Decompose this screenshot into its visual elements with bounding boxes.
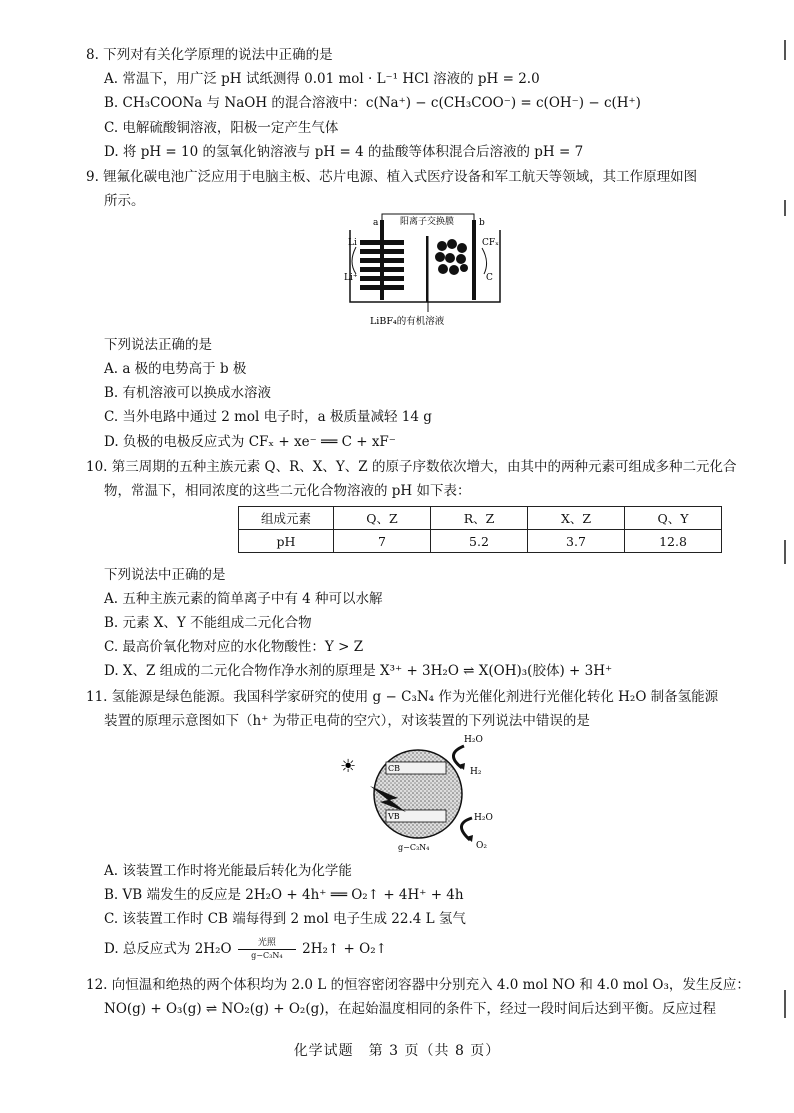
h2-label: H₂ <box>470 767 482 777</box>
q11-d-prefix: D. 总反应式为 2H₂O <box>104 941 232 957</box>
table-cell: Q、Z <box>334 507 431 530</box>
table-cell: 5.2 <box>431 530 528 553</box>
scan-edge-mark <box>784 40 786 60</box>
q8-option-a: A. 常温下，用广泛 pH 试纸测得 0.01 mol · L⁻¹ HCl 溶液的 pH = 2.0 <box>104 71 540 87</box>
h2o-top-label: H₂O <box>464 735 483 745</box>
q11-option-a: A. 该装置工作时将光能最后转化为化学能 <box>104 863 352 879</box>
scan-edge-mark <box>784 200 786 216</box>
h2o-bottom-label: H₂O <box>474 813 493 823</box>
scan-edge-mark <box>784 990 786 1018</box>
table-cell: 12.8 <box>625 530 722 553</box>
vb-label: VB <box>388 812 400 821</box>
ph-table <box>238 506 722 553</box>
table-cell: 7 <box>334 530 431 553</box>
battery-diagram <box>340 212 520 330</box>
q9-stem-line1: 9. 锂氟化碳电池广泛应用于电脑主板、芯片电源、植入式医疗设备和军工航天等领域，其工作原理如图 <box>86 169 698 185</box>
q11-option-b: B. VB 端发生的反应是 2H₂O + 4h⁺ ══ O₂↑ + 4H⁺ + 4h <box>104 887 464 903</box>
q8-option-b: B. CH₃COONa 与 NaOH 的混合溶液中：c(Na⁺) − c(CH₃COO⁻) = c(OH⁻) − c(H⁺) <box>104 95 641 111</box>
c-label: C <box>486 273 493 283</box>
sun-icon: ☀ <box>340 756 357 777</box>
q10-question: 下列说法中正确的是 <box>104 567 226 583</box>
q12-line2: NO(g) + O₃(g) ⇌ NO₂(g) + O₂(g)，在起始温度相同的条件下，经过一段时间后达到平衡。反应过程 <box>104 1001 717 1017</box>
table-cell: R、Z <box>431 507 528 530</box>
q9-option-c: C. 当外电路中通过 2 mol 电子时，a 极质量减轻 14 g <box>104 409 432 425</box>
scan-edge-mark <box>784 540 786 564</box>
q10-stem-line2: 物，常温下，相同浓度的这些二元化合物溶液的 pH 如下表： <box>104 483 471 499</box>
q10-option-a: A. 五种主族元素的简单离子中有 4 种可以水解 <box>104 591 383 607</box>
catalyst-label: g−C₃N₄ <box>398 843 430 852</box>
table-row <box>239 530 722 553</box>
q9-option-b: B. 有机溶液可以换成水溶液 <box>104 385 272 401</box>
q8-option-c: C. 电解硫酸铜溶液，阳极一定产生气体 <box>104 120 339 136</box>
q8-stem: 8. 下列对有关化学原理的说法中正确的是 <box>86 47 333 63</box>
q12-line1: 12. 向恒温和绝热的两个体积均为 2.0 L 的恒容密闭容器中分别充入 4.0 mol NO 和 4.0 mol O₃，发生反应： <box>86 977 750 993</box>
q11-d-suffix: 2H₂↑ + O₂↑ <box>302 941 387 957</box>
q11-option-d <box>104 938 387 961</box>
table-cell: Q、Y <box>625 507 722 530</box>
membrane-label: 阳离子交换膜 <box>400 217 455 227</box>
page-footer: 化学试题 第 3 页（共 8 页） <box>293 1043 501 1059</box>
cfx-label: CFₓ <box>482 238 499 248</box>
electrolyte-label: LiBF₄的有机溶液 <box>370 316 445 327</box>
q10-stem-line1: 10. 第三周期的五种主族元素 Q、R、X、Y、Z 的原子序数依次增大，由其中的两种元素可组成多种二元化合 <box>86 459 737 475</box>
li-ion-label: Li⁺ <box>344 273 358 283</box>
reaction-condition <box>238 938 296 961</box>
q11-option-c: C. 该装置工作时 CB 端每得到 2 mol 电子生成 22.4 L 氢气 <box>104 911 466 927</box>
electrode-b-label: b <box>479 218 485 228</box>
q10-option-d: D. X、Z 组成的二元化合物作净水剂的原理是 X³⁺ + 3H₂O ⇌ X(OH)₃(胶体) + 3H⁺ <box>104 663 613 679</box>
cb-label: CB <box>388 764 400 773</box>
q10-option-b: B. 元素 X、Y 不能组成二元化合物 <box>104 615 312 631</box>
q8-option-d: D. 将 pH = 10 的氢氧化钠溶液与 pH = 4 的盐酸等体积混合后溶液的 pH = 7 <box>104 144 584 160</box>
q11-stem-line1: 11. 氢能源是绿色能源。我国科学家研究的使用 g − C₃N₄ 作为光催化剂进行光催化转化 H₂O 制备氢能源 <box>86 689 719 705</box>
table-cell: X、Z <box>528 507 625 530</box>
table-cell: 3.7 <box>528 530 625 553</box>
condition-top: 光照 <box>257 938 276 948</box>
li-label: Li <box>348 238 357 248</box>
electrode-a-label: a <box>373 218 379 228</box>
q9-stem-line2: 所示。 <box>104 193 145 209</box>
q10-option-c: C. 最高价氧化物对应的水化物酸性：Y > Z <box>104 639 364 655</box>
table-cell: pH <box>239 530 334 553</box>
q9-option-a: A. a 极的电势高于 b 极 <box>104 361 247 377</box>
q11-stem-line2: 装置的原理示意图如下（h⁺ 为带正电荷的空穴），对该装置的下列说法中错误的是 <box>104 713 590 729</box>
q9-question: 下列说法正确的是 <box>104 337 212 353</box>
condition-bottom: g−C₃N₄ <box>251 951 283 960</box>
q9-option-d: D. 负极的电极反应式为 CFₓ + xe⁻ ══ C + xF⁻ <box>104 434 396 450</box>
photocatalysis-diagram <box>340 732 510 852</box>
table-cell: 组成元素 <box>239 507 334 530</box>
o2-label: O₂ <box>476 841 487 851</box>
table-header-row <box>239 507 722 530</box>
